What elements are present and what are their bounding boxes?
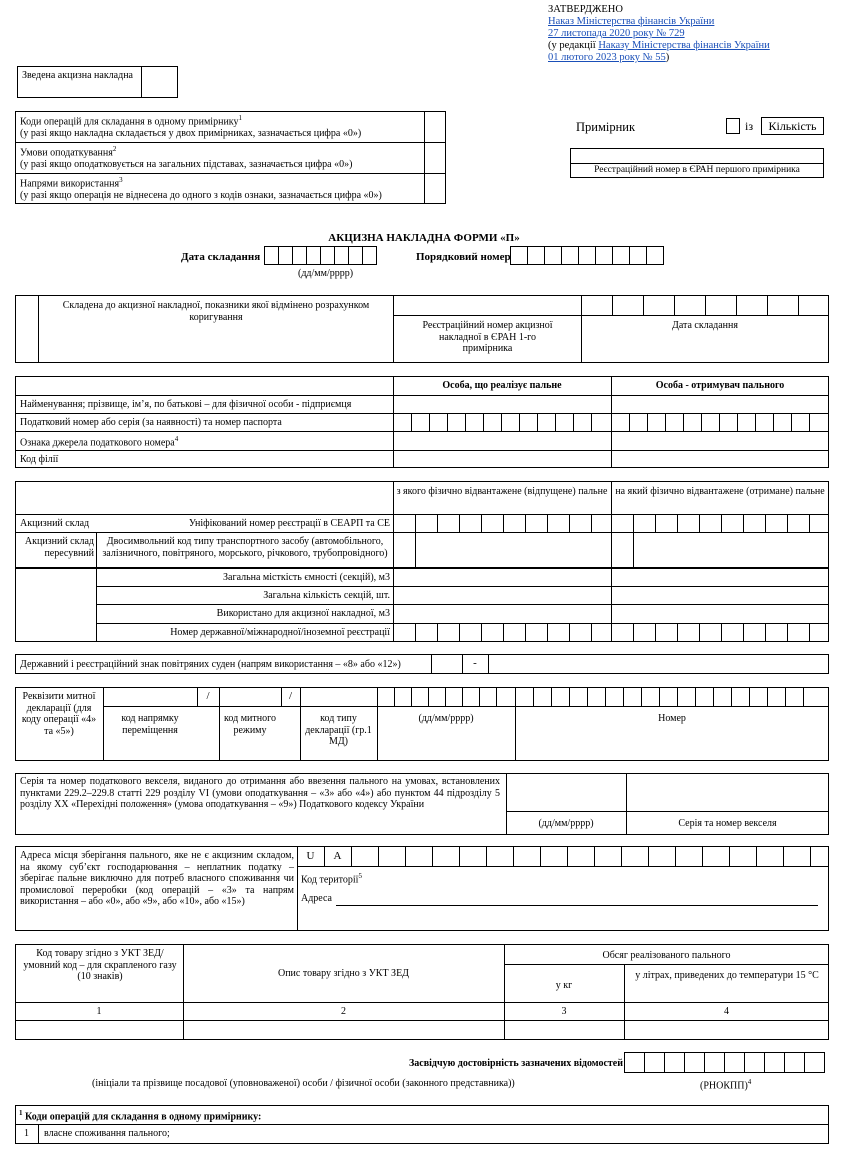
footnote-text: власне споживання пального; <box>44 1128 170 1139</box>
copy-number-cell[interactable] <box>726 118 740 134</box>
from-reg-number-cells[interactable] <box>393 624 613 642</box>
goods-col1-header: Код товару згідно з УКТ ЗЕД/ умовний код – для скрапленого газу (10 знаків) <box>23 948 177 982</box>
correction-reg-input[interactable] <box>394 296 580 315</box>
goods-num-4: 4 <box>724 1006 729 1017</box>
transport-label: Двосимвольний код типу транспортного засобу (автомобільного, залізничного, повітряного, морського, річкового, трубопровідного) <box>102 536 388 559</box>
aircraft-dash: - <box>473 657 477 669</box>
copy-count: Кількість <box>768 119 817 133</box>
address-input[interactable] <box>336 891 818 905</box>
code-usage-cell[interactable] <box>425 174 445 204</box>
certify-label: Засвідчую достовірність зазначених відомостей <box>409 1058 623 1069</box>
from-unified-cells[interactable] <box>393 515 613 532</box>
codes-row3: Напрями використання$^3$ (у разі якщо операція не віднесена до одного з кодів ознаки, зазначається цифра «0») <box>20 176 382 201</box>
goods-num-2: 2 <box>341 1006 346 1017</box>
capacity-label: Загальна місткість ємності (секцій), м3 <box>223 572 390 583</box>
bill-label: Серія та номер податкового векселя, виданого до отримання або ввезення пального на умовах, встановлених пунктами 229.2–229.8 статті 229 розділу VI (умови оподаткування – «3» або «4») або пунктом 44 підрозділу 5 розділу ХХ «Перехідні положення» (умова оподаткування – «9») Податкового кодексу України <box>20 776 500 810</box>
form-title: АКЦИЗНА НАКЛАДНА ФОРМИ «П» <box>328 232 520 244</box>
goods-num-1: 1 <box>96 1006 102 1017</box>
to-reg-number-cells[interactable] <box>611 624 831 642</box>
used-label: Використано для акцизної накладної, м3 <box>216 608 390 619</box>
correction-reg-label: Реєстраційний номер акцизної накладної в ЄРАН 1-го примірника <box>422 320 553 354</box>
summary-checkbox[interactable] <box>142 67 177 97</box>
seq-cells[interactable] <box>510 246 664 265</box>
edition-link[interactable]: Наказу Міністерства фінансів України <box>598 40 770 52</box>
order-date-link[interactable]: 27 листопада 2020 року № 729 <box>548 28 685 40</box>
goods-data-row[interactable] <box>16 1021 828 1039</box>
footnote-title: $^1$ Коди операцій для складання в одному примірнику: <box>19 1109 262 1123</box>
approval-block <box>548 4 838 64</box>
summary-label: Зведена акцизна накладна <box>22 70 133 81</box>
date-label: Дата складання <box>181 251 261 263</box>
buyer-header: Особа - отримувач пального <box>655 380 785 391</box>
party-source-label: Ознака джерела податкового номера$^4$ <box>20 435 179 449</box>
initials-hint: (ініціали та прізвище посадової (уповноваженої) особи / фізичної особи (законного представника)) <box>92 1078 515 1089</box>
buyer-taxid-cells[interactable] <box>611 414 827 431</box>
customs-slash-1: / <box>206 690 210 702</box>
bill-date-hint: (дд/мм/рррр) <box>538 818 594 829</box>
order-link[interactable]: Наказ Міністерства фінансів України <box>548 16 715 28</box>
rnokpp-hint: (РНОКПП)$^4$ <box>700 1078 752 1092</box>
sections-label: Загальна кількість секцій, шт. <box>263 590 390 601</box>
aircraft-number-input[interactable] <box>489 655 828 673</box>
code-operation-cell[interactable] <box>425 112 445 142</box>
address-label: Адреса місця зберігання пального, яке не є акцизним складом, на якому суб’єкт господарювання – неплатник податку – зберігає пальне виключно для потреб власного споживання чи промислової переробки (код операцій – «3» та напрям використання – або «0», або «9», або «10», або «15») <box>20 850 294 907</box>
seller-taxid-cells[interactable] <box>393 414 609 431</box>
territory-label: Код території$^5$ <box>301 872 362 886</box>
codes-row1: Коди операцій для складання в одному примірнику$^1$ (у разі якщо накладна складається у двох примірниках, зазначається цифра «0») <box>20 114 362 139</box>
bill-date-input[interactable] <box>507 774 626 811</box>
date-hint: (дд/мм/рррр) <box>298 268 354 279</box>
copy-label: Примірник <box>576 120 636 134</box>
warehouse-from-header: з якого фізично відвантажене (відпущене) пальне <box>396 486 608 497</box>
correction-label: Складена до акцизної накладної, показники якої відмінено розрахунком коригування <box>62 300 370 323</box>
copy-of: із <box>745 119 754 133</box>
territory-cells[interactable] <box>297 847 837 866</box>
territory-letter-a: A <box>333 850 342 862</box>
from-transport-cells[interactable] <box>393 533 437 568</box>
code-taxation-cell[interactable] <box>425 143 445 173</box>
edition-prefix: (у редакції <box>548 40 599 52</box>
warehouse-to-header: на який фізично відвантажене (отримане) пальне <box>615 486 825 497</box>
reg-number-label: Номер державної/міжнародної/іноземної реєстрації <box>170 627 390 638</box>
goods-volume-header: Обсяг реалізованого пального <box>602 950 731 961</box>
goods-col4-header: у літрах, приведених до температури 15 °С <box>635 970 819 981</box>
to-transport-cells[interactable] <box>611 533 655 568</box>
seller-header: Особа, що реалізує пальне <box>442 380 562 391</box>
customs-number-label: Номер <box>658 713 686 724</box>
excise-label: Акцизний склад <box>20 518 90 529</box>
edition-suffix: ) <box>665 52 670 64</box>
bill-series-input[interactable] <box>627 774 828 811</box>
seq-label: Порядковий номер <box>416 251 511 263</box>
unified-label: Уніфікований номер реєстрації в СЕАРП та СЕ <box>188 518 390 529</box>
customs-number-cells[interactable] <box>515 688 821 706</box>
rnokpp-cells[interactable] <box>624 1052 825 1073</box>
customs-label: Реквізити митної декларації (для коду операції «4» та «5») <box>21 691 97 737</box>
aircraft-label: Державний і реєстраційний знак повітряних суден (напрям використання – «8» або «12») <box>20 659 401 670</box>
party-taxid-label: Податковий номер або серія (за наявності) та номер паспорта <box>20 417 282 428</box>
correction-date-label: Дата складання <box>672 320 738 331</box>
codes-row2: Умови оподаткування$^2$ (у разі якщо оподатковується на загальних підставах, зазначається цифра «0») <box>20 145 353 170</box>
mobile-label: Акцизний склад пересувний <box>24 536 94 559</box>
to-unified-cells[interactable] <box>611 515 831 532</box>
customs-regime-label: код митного режиму <box>224 713 276 736</box>
correction-date-cells[interactable] <box>581 296 829 315</box>
copy-reg-label: Реєстраційний номер в ЄРАН першого примірника <box>594 165 800 175</box>
bill-series-label: Серія та номер векселя <box>678 818 777 829</box>
party-name-label: Найменування; прізвище, ім’я, по батькові – для фізичної особи - підприємця <box>20 399 352 410</box>
goods-col3-header: у кг <box>555 980 573 991</box>
buyer-name-input[interactable] <box>612 396 828 413</box>
edition-date-link[interactable]: 01 лютого 2023 року № 55 <box>548 52 666 64</box>
footnote-num: 1 <box>24 1128 29 1139</box>
party-branch-label: Код філії <box>20 454 59 465</box>
seller-name-input[interactable] <box>394 396 610 413</box>
goods-col2-header: Опис товару згідно з УКТ ЗЕД <box>277 968 409 979</box>
customs-date-cells[interactable] <box>377 688 513 706</box>
customs-slash-2: / <box>288 690 293 702</box>
customs-type-label: код типу декларації (гр.1 МД) <box>305 713 372 747</box>
customs-dir-label: код напрямку переміщення <box>121 713 179 736</box>
territory-letter-u: U <box>306 850 315 862</box>
goods-num-3: 3 <box>561 1006 567 1017</box>
approval-title: ЗАТВЕРДЖЕНО <box>548 4 623 15</box>
customs-date-hint: (дд/мм/рррр) <box>418 713 474 724</box>
address-field-label: Адреса <box>301 893 332 904</box>
date-cells[interactable] <box>264 246 377 265</box>
aircraft-prefix-input[interactable] <box>432 655 462 673</box>
